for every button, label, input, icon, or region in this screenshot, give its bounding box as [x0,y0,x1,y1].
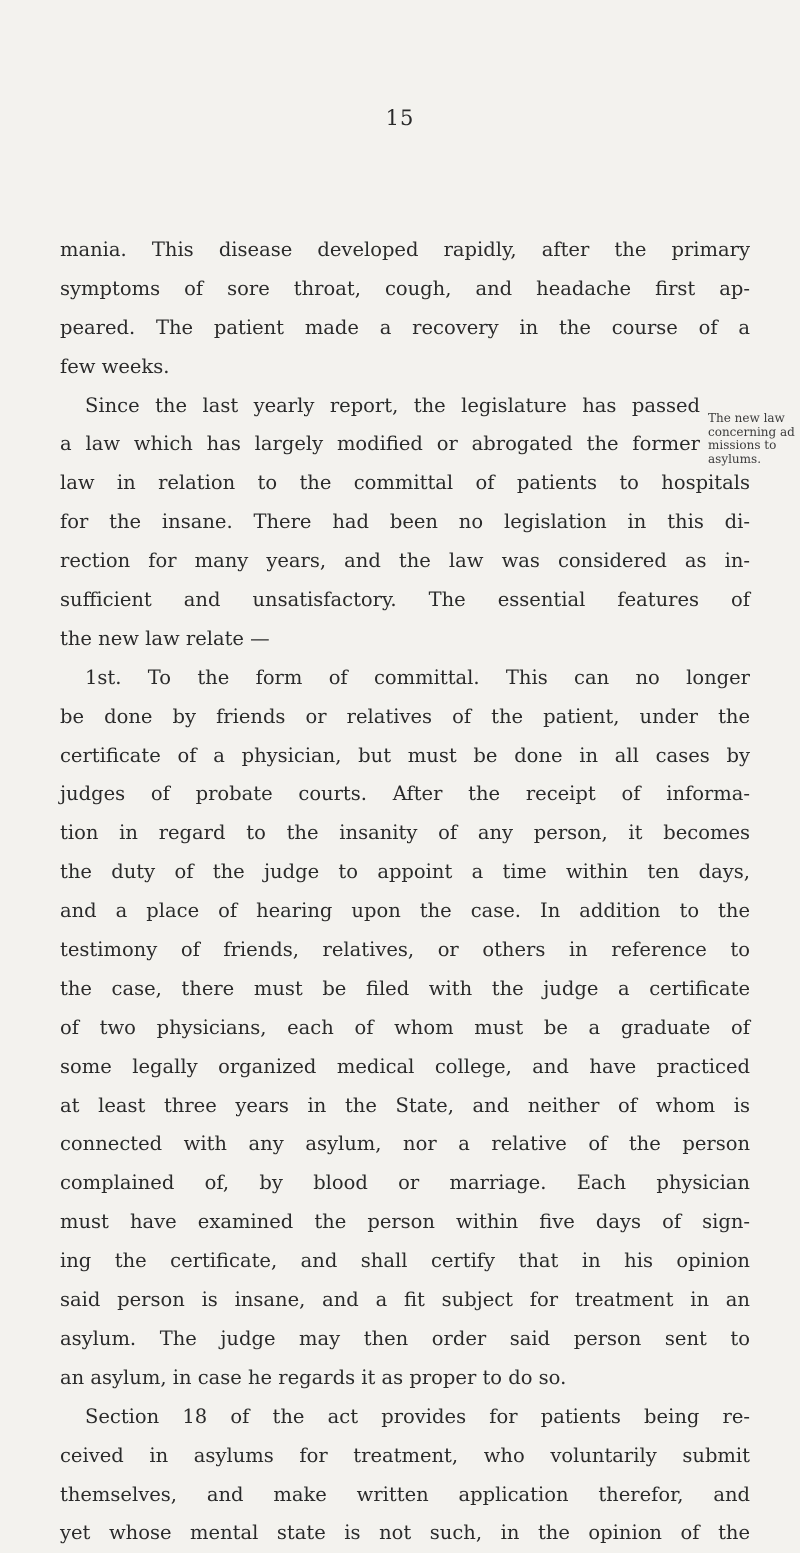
text-line: for the insane. There had been no legislation in this di- [60,510,750,534]
page-number: 15 [385,106,415,130]
text-line: said person is insane, and a fit subject for treatment in an [60,1288,750,1312]
margin-note-line: asylums. [708,451,762,466]
text-line: asylum. The judge may then order said person sent to [60,1326,750,1350]
text-line: the case, there must be filed with the judge a certificate [60,976,750,1000]
text-line: sufficient and unsatisfactory. The essential features of [60,588,750,612]
text-line: Since the last yearly report, the legislature has passed [85,393,700,417]
text-line: themselves, and make written application therefor, and [60,1482,750,1506]
text-line: rection for many years, and the law was considered as in- [60,549,750,573]
text-line: the duty of the judge to appoint a time within ten days, [60,860,750,884]
text-line: must have examined the person within five days of sign- [60,1210,750,1234]
text-line: law in relation to the committal of patients to hospitals [60,471,750,495]
margin-note-line: concerning ad [708,424,795,439]
body-text [60,231,750,1553]
text-line: of two physicians, each of whom must be a graduate of [60,1015,750,1039]
text-line: certificate of a physician, but must be done in all cases by [60,743,750,767]
text-line: an asylum, in case he regards it as proper to do so. [60,1365,567,1389]
text-line: peared. The patient made a recovery in the course of a [60,315,750,339]
text-line: symptoms of sore throat, cough, and headache first ap- [60,276,750,300]
text-line: Section 18 of the act provides for patients being re- [85,1404,750,1428]
text-line: yet whose mental state is not such, in the opinion of the [60,1521,750,1545]
text-line: at least three years in the State, and neither of whom is [60,1093,750,1117]
margin-note-line: The new law [708,411,785,425]
text-line: and a place of hearing upon the case. In addition to the [60,899,750,923]
text-line: judges of probate courts. After the receipt of informa- [60,782,750,806]
text-line: few weeks. [60,354,170,378]
text-line: complained of, by blood or marriage. Each physician [60,1171,750,1195]
text-line: testimony of friends, relatives, or others in reference to [60,938,750,962]
text-line: some legally organized medical college, and have practiced [60,1054,750,1078]
text-line: tion in regard to the insanity of any person, it becomes [60,821,750,845]
text-line: connected with any asylum, nor a relative of the person [60,1132,750,1156]
text-line: ing the certificate, and shall certify that in his opinion [60,1249,750,1273]
margin-note-line: missions to [708,438,777,452]
text-line: 1st. To the form of committal. This can no longer [85,665,750,689]
text-line: the new law relate — [60,626,270,650]
text-line: mania. This disease developed rapidly, after the primary [60,238,750,261]
text-line: be done by friends or relatives of the patient, under the [60,704,750,728]
text-line: ceived in asylums for treatment, who voluntarily submit [60,1443,750,1467]
text-line: a law which has largely modified or abrogated the former [60,432,700,456]
